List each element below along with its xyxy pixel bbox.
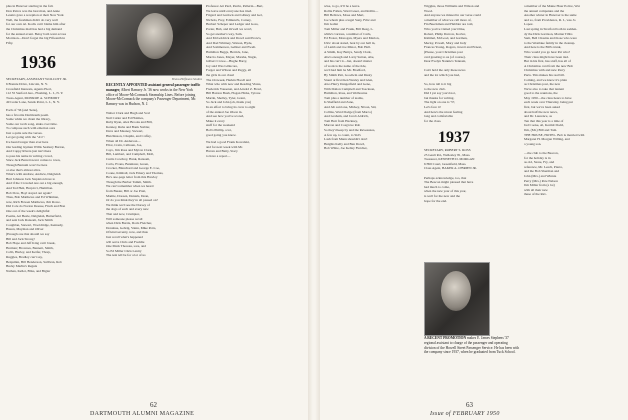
text-line: Joe whom plus a legal Suzy, Fritz and xyxy=(324,17,376,22)
right-column-1 xyxy=(324,4,420,396)
text-line: Porter, Bub, and Orwell we won't, xyxy=(206,26,253,31)
text-line: The light on one is '37, xyxy=(424,100,456,105)
text-line: Carlo, Evans, Bannister, Green, xyxy=(106,161,149,166)
text-line: Who would you go hear Pat who? xyxy=(524,49,571,54)
text-line: reference, Mr. Leach, Pierre, xyxy=(524,164,563,169)
text-line: 1937 xyxy=(438,129,470,147)
text-line: Bill Bellows, Mose and Mert, xyxy=(324,13,365,18)
text-line: 6 Bonnie Drive, Lincoln, N. Y. xyxy=(6,81,48,86)
text-line: wise, to go, it'll be a leave. xyxy=(324,4,361,8)
text-line: 49 Cedar Lane, Sands Point, L. I., N. Y. xyxy=(6,100,60,105)
text-line: Jim Miller from (a lot) xyxy=(524,183,555,188)
text-line: Their class might have been tied. xyxy=(524,54,569,59)
text-line: Joy said Wes Gillecore, xyxy=(206,63,238,68)
text-line: Frederick Yousenat, and Arnold Z. Bowl, xyxy=(206,86,262,91)
text-line: we'd had him be Mr. Bradford, xyxy=(324,68,366,73)
text-line: Frigard and Gurlock and Gibney and Gel, xyxy=(206,13,263,18)
text-line: for the holiday is in xyxy=(524,155,551,160)
text-line: while's various, a number of Carls, xyxy=(324,31,372,36)
text-line: from Buster, Bill or Joe Pratt, xyxy=(106,189,147,194)
text-line: So get another's way, Sam. xyxy=(206,31,243,36)
text-line: Frances Young, Rogers, Jewett and Ernest, xyxy=(424,45,482,50)
text-line: When all Dr. Anderson— xyxy=(106,138,141,143)
text-line: Since Jack Barrett never comes to town, xyxy=(6,158,61,163)
text-line: And Jeb said one, Mickey, Nixon, Sid, xyxy=(324,105,377,110)
text-line: and so, from Providence, R. I., was Jo xyxy=(524,17,576,22)
text-line: Nichols, Frey, Edmund's, Carney, xyxy=(206,17,252,22)
text-line: Mamie, Doreen, Daniels, Dean, xyxy=(106,193,150,198)
text-line: Of kind seventy, now, and thus xyxy=(106,230,148,235)
text-line: Kimmel, McLeod, and Garman, xyxy=(424,36,468,41)
text-line: SECRETARY, ROBERT S. ROSS xyxy=(424,148,471,153)
text-line: Benjamin, Bill Henderson, Sullivan, Rob xyxy=(6,259,62,264)
text-line: Don Peirce was the best man, and Anne xyxy=(6,8,60,13)
text-line: Make it every xyxy=(206,118,225,123)
text-line: Gilbert Crowe—Hughe Barry, xyxy=(206,59,248,64)
text-line: Coane, Kimball, Jack Emery and Thomas, xyxy=(106,170,164,175)
left-column-3 xyxy=(206,4,302,396)
right-col2-text xyxy=(424,4,520,203)
text-line: and his can't it—but, doesn't matter xyxy=(324,59,372,64)
text-line: And Sommerson, Gellner and Ewelt. xyxy=(206,45,257,50)
right-col1-text xyxy=(324,4,420,151)
text-line: when the new year of this year, xyxy=(424,189,467,194)
text-line: Eliot, Crain, Calhoun, Joe, xyxy=(106,143,143,148)
text-line: good going you know. xyxy=(206,132,237,137)
text-line: Our leading laymen Willis Seabury Burton, xyxy=(6,144,65,149)
text-line: Hutchinson, Chaplin, and Coffey, xyxy=(106,133,152,138)
right-column-3 xyxy=(524,4,620,396)
text-line: Bill, Lambert, and Campbell, Moll, xyxy=(106,152,155,157)
text-line: So Ed Miller Chris Lantry xyxy=(106,248,142,253)
text-line: Abe's enough and Larry Sutton, Abe, xyxy=(324,54,375,59)
text-line: SECRETARY, ASSISTANT WOLCOTT JR. xyxy=(6,77,67,82)
text-line: the dogs of each and every new xyxy=(106,207,149,212)
text-line: Tom Miller and Frank, Bill Deag, L. xyxy=(324,26,374,31)
text-line: to have a report— xyxy=(206,154,231,158)
text-line: And Ted Heit, Herpicci, Hamilton. xyxy=(6,186,54,190)
text-line: Bill and Jack Strong! xyxy=(6,236,35,241)
text-line: Bill Haxton Bush, Hogan Hicks, Tyrone xyxy=(206,91,261,96)
text-line: as old, Stone, Fry, and xyxy=(524,160,555,165)
text-line: Did I yet say you'd not, xyxy=(424,91,456,96)
text-line: So Jack and John (oh, thank you) xyxy=(206,100,252,105)
text-line: Cobb, Hurley, and Keifer, Thorp, xyxy=(6,250,51,255)
text-line: And anyone we missed in our verse could xyxy=(424,13,481,18)
class-officers-1936 xyxy=(6,77,102,105)
left-column-1 xyxy=(6,4,102,396)
text-line: Herman; Brownes, Bennett, Smith, xyxy=(6,245,54,250)
issue-date-footer: Issue of FEBRUARY 1950 xyxy=(430,411,500,417)
text-line: Class Agent, BAKER A. O'BRIEN JR. xyxy=(424,166,477,171)
text-line: Perry (Mrs.) Pete Nelson xyxy=(524,178,558,183)
text-line: a member of the Maine Hour Police, War xyxy=(524,4,580,8)
text-line: THE HOUSE, HOTEL. Bob is married with xyxy=(524,132,585,137)
text-line: good to the reunions, the xyxy=(524,91,558,96)
text-line: Also Harry Dangerfield and Gene, xyxy=(324,82,371,87)
text-line: Perhaps acknowledge, too, that xyxy=(424,175,467,180)
text-line: Treas-Agent, MONROE A. SCHMIDT xyxy=(6,95,60,100)
text-line: with all their new xyxy=(524,187,548,192)
text-line: The tent tell be for a lot of us xyxy=(106,253,146,258)
text-line: One Mark Thoreau, sore, and xyxy=(106,244,146,249)
text-line: will serve Chris and Freddie xyxy=(106,239,145,244)
portrait-face xyxy=(137,13,173,59)
text-line: for our own Al. Kocik can't blame him after xyxy=(6,22,66,27)
text-line: but thanks for writing. xyxy=(424,95,455,100)
text-line: Dear Evelyn Nannie's Tennant, xyxy=(424,59,467,64)
text-line: Jim Gallet xyxy=(324,22,339,27)
caption-bold-ramsey: RECENTLY APPOINTED assistant general passenger traffic manager, xyxy=(106,83,201,92)
text-line: Crossfield Interests, Agents Elect, xyxy=(6,86,53,91)
text-line: Marcia Jones, Meyer, Marsha, Nagle, xyxy=(206,54,257,59)
text-line: The Beacon might pleased that have xyxy=(424,180,474,185)
text-line: A Smith, Kay Bettys, Sandy Clark, xyxy=(324,49,372,54)
text-line: Walter Clark and Hugh and Scal xyxy=(106,110,150,115)
text-line: Just recall what's happened xyxy=(106,235,143,240)
text-line: Dave and Meaney, Stewart, xyxy=(106,129,144,134)
text-line: Burt Johnson Jack Stapleton have to xyxy=(6,176,56,181)
text-line: Lessirs gave a reception at their New York xyxy=(6,13,64,18)
text-line: dy the Dick Garrison, Marian Tibbs xyxy=(524,31,573,36)
text-line: And Cappy Rivera just isn't there xyxy=(6,149,52,154)
left-col1-intro xyxy=(6,4,102,45)
text-line: Poems, Art Beale, Dalgleish, Butterfield, xyxy=(6,213,62,218)
text-line: Wood. xyxy=(424,8,433,13)
portrait-photo-stephens xyxy=(424,262,490,336)
text-line: Hazen, Mayman and Oliver xyxy=(6,227,44,232)
text-line: Coming, and we know it's plain xyxy=(524,77,567,82)
right-page xyxy=(320,0,628,420)
text-line: 112 55 Sanford Ave., Flushing, L. I., N. Y. xyxy=(6,91,64,96)
text-line: Fin Beeckman and Hebbler are told, xyxy=(424,22,474,27)
left-col1-poem xyxy=(6,108,102,273)
text-line: Though Barnum won't be here xyxy=(6,163,48,168)
photo-caption-ramsey xyxy=(106,83,202,107)
text-line: for the annual event. Betsy both went across xyxy=(6,31,67,36)
text-line: Ive heard longer than ever here xyxy=(6,140,49,145)
text-line: A few up, to count, to Sid's xyxy=(324,132,361,137)
text-line: Neil Cutler and Ed Holmes, xyxy=(106,115,144,120)
left-column-2 xyxy=(106,4,202,396)
text-line: 6 Hill Court, Greenfield, Mass. xyxy=(424,161,467,166)
text-line: Let's face it! xyxy=(424,105,441,110)
text-line: Ruby Ryan, Alex Brooks and Bill, xyxy=(106,120,153,125)
text-line: What's with Andrew, Andrew, Dalgleish xyxy=(6,172,61,177)
text-line: Last spring in Stratford both in sadden- xyxy=(524,26,578,31)
text-line: Lash from Mann shouldn't don't xyxy=(324,137,368,142)
text-line: The Oroweek, Herkin Hoodl and xyxy=(206,77,251,82)
text-line: We had a good Frank Kowalski, xyxy=(206,140,250,145)
text-line: long and comfortable xyxy=(424,114,453,119)
text-line: the girls in our class! xyxy=(206,72,235,77)
text-line: We think we'd see the Dorsey of xyxy=(106,202,150,207)
text-line: Kenney, Rube and Bank Stabler, xyxy=(106,124,151,129)
text-line: And here is the Bill's trunk, xyxy=(524,45,562,50)
text-line: We leave until everyone has tried. xyxy=(206,8,253,13)
text-line: had much to come, xyxy=(424,184,450,189)
text-line: Hamilton Beggs, Herrick, Jane, xyxy=(206,49,249,54)
text-line: now, Rich Bowen Matthews, Jim Rowe. xyxy=(6,199,61,204)
text-line: about half the new news, xyxy=(524,109,558,114)
text-line: to pass his name in writing crowd, xyxy=(6,153,53,158)
left-col2-text xyxy=(106,111,202,258)
text-line: Bob Dow, Hoyt stayed out again? xyxy=(6,190,52,195)
text-line: Crocker, Blanchard and George E. Coe, xyxy=(106,166,160,171)
portrait-face-2 xyxy=(441,271,471,311)
left-col3-text xyxy=(206,4,302,137)
text-line: —the club to the Beacon, xyxy=(524,151,559,155)
text-line: And here's the nicest feeling xyxy=(424,109,463,114)
text-line: Just a quite sale the verses. xyxy=(6,130,43,135)
text-line: In an effort to bring its crew to eight xyxy=(206,105,256,110)
text-line: John (Mrs.) and Winnie xyxy=(524,173,557,178)
text-line: Let get going with the "A's": xyxy=(6,135,45,140)
text-line: Rollie Fallen, Ward Greer, and Rollin— xyxy=(324,8,379,13)
text-line: 25 Gault Rd., Wellesley 81, Mass. xyxy=(424,152,471,157)
text-line: Some our torch song, sinks over time. xyxy=(6,121,58,126)
text-line: Bucky Marlin's Reguis xyxy=(6,264,38,269)
text-line: Fifty. xyxy=(6,40,14,45)
text-line: Mecky, Powell, Mary and Judy xyxy=(424,40,467,45)
text-line: Hamilton, Ross, and Welbourne xyxy=(324,91,368,96)
text-line: Is Sheffield and Zane, xyxy=(324,100,354,105)
text-line: a young son. xyxy=(524,141,542,146)
text-line: as Christmas post, the new xyxy=(524,82,561,87)
text-line: (Please, your Christmas post xyxy=(424,49,463,54)
text-line: Cayo, Jim Ross and Myron Clark, xyxy=(106,147,153,152)
text-line: Margaret H. Morgan Willing, and xyxy=(524,137,570,142)
text-line: And Graham, and Jacob Aldrich, xyxy=(324,114,369,119)
text-line: hope for the end. xyxy=(424,198,447,203)
text-line: And if the Crowded Are out a big enough, xyxy=(6,181,64,186)
text-line: Can't hold the only these news xyxy=(424,68,466,73)
text-line: Donahue, Gehrig, Vainn, Mike Potts, xyxy=(106,225,157,230)
text-line: Treasurer, KENNETH D. MORGAN xyxy=(424,157,475,162)
text-line: And Dad Whitney, Watson, Hyde, xyxy=(206,40,253,45)
text-line: Tom plus a number of teams, xyxy=(324,95,364,100)
text-line: Thus, Bob Matthews and Ed Whitman, xyxy=(6,195,59,200)
text-line: May 1950—the class hears to have xyxy=(524,95,572,100)
text-line: To compose such with emotion ours xyxy=(6,126,56,131)
text-line: and sent Jack Ransom, Jack Smith xyxy=(6,218,53,223)
year-heading-1936: 1936 xyxy=(20,52,56,73)
text-line: Ed Foster, Monogan, Myers and Marion, xyxy=(324,36,380,41)
text-line: Though the Barber Tamm, Smith. xyxy=(106,179,152,184)
text-line: Paris. This makes his real bill. xyxy=(524,72,565,77)
text-line: Jud Cooke, Al, Kermit Dodd, xyxy=(524,123,564,128)
text-line: these of the Rev. xyxy=(524,192,547,197)
text-line: Bob White, Joe Kelley Fletcher, xyxy=(324,146,368,151)
text-line: Each of '36 (and 'hens), xyxy=(6,107,38,112)
text-line: One out of the week's delightful xyxy=(6,208,50,213)
text-line: Martin, Shelley, Tyler, Grant, xyxy=(206,95,246,100)
text-line: Robert, Philip Darrow, Kovler, xyxy=(424,31,466,36)
text-line: Wiggins, those Williams and Wilson and xyxy=(424,4,480,8)
text-line: Will someone please recall xyxy=(106,216,143,221)
page-number-right: 63 xyxy=(466,401,473,409)
text-line: But in his first, has stuff, has all of xyxy=(524,59,571,64)
text-line: Did Cole do Norton Deesse, Finch and Bon xyxy=(6,204,66,209)
text-line: Haven and Betty, Stacy xyxy=(206,149,238,154)
text-line: We're also to take that lenient xyxy=(524,86,564,91)
magazine-title-footer: DARTMOUTH ALUMNI MAGAZINE xyxy=(90,411,195,417)
text-line: and Dr. Laurence, as xyxy=(524,114,552,119)
text-line: for the class. xyxy=(424,118,442,123)
portrait-photo-ramsey xyxy=(106,4,202,76)
left-col3-text-b xyxy=(206,140,302,158)
text-line: of Lamb and Joe Minor, Bob Hall. xyxy=(324,45,371,50)
text-line: to the Westlake family in the cleanup. xyxy=(524,40,576,45)
photo-credit: Bruno-Hoffmann Studios xyxy=(171,77,202,81)
text-line: or else that's almost alive. xyxy=(6,167,41,172)
text-line: (Enough one that should we say xyxy=(6,231,50,236)
text-line: By Smith Patt, Goodwin and Dusty xyxy=(324,72,373,77)
text-line: Professor Art Pard, Perrin, Pallerin—Bert, xyxy=(206,4,264,8)
text-line: Christmas with and new Perry xyxy=(524,68,566,73)
text-line: plus in Hanover starting in the fall. xyxy=(6,4,54,8)
text-line: and the Bob Sherman and xyxy=(524,169,560,174)
text-line: stuff for the weekend xyxy=(206,123,235,128)
text-line: the Christmas mail has had a big demand xyxy=(6,26,62,31)
text-line: Bob Hope and Jeff King can't break, xyxy=(6,241,56,246)
text-line: first, but we've been asked xyxy=(524,105,560,110)
text-line: Stuart at first then Wesley and Glen, xyxy=(324,77,374,82)
text-line: when Dick Burris, Doris Fletcher, xyxy=(106,221,153,226)
text-line: of the annual Joe Olson in. xyxy=(206,109,243,114)
text-line: Some while we chant the library, xyxy=(6,117,51,122)
caption-text-stephens: makes E. James Stephens '37 regional assistant to charge of the passenger and operating division of the Howell Street Passenger Service. He has been with the company since 1937, when he graduated from Tuck School. xyxy=(424,336,520,355)
text-line: Ruggles, Bradley can't say, xyxy=(6,254,43,259)
caption-text-ramsey: Albert Ramsey Jr. '36 now works in the New York office of Moore-McCormack Steamship Lines. Before joining Moore-McCormack the company's Passenger Department, Mr. Ramsey was in Hudson, N. J. xyxy=(106,87,197,107)
text-line: Heights Kelly and Ben Dowd, xyxy=(324,141,365,146)
text-line: the annual companies and the xyxy=(524,8,565,13)
text-line: is well for the new and the xyxy=(424,193,460,198)
text-line: and the lot which you had, xyxy=(424,72,460,77)
text-line: Lopez. xyxy=(524,22,534,27)
text-line: Ten that this year is a time of xyxy=(524,118,564,123)
text-line: Bob's Phillip, a lot, xyxy=(206,128,232,133)
text-line: He's one-page letter from this Hawley xyxy=(106,175,158,180)
text-line: So they'd keep by and the Reveauxes, xyxy=(324,128,376,133)
text-line: Forger and Wilson and Peggy, all xyxy=(206,68,252,73)
right-col3-text xyxy=(524,4,620,197)
text-line: has a favorite Dartmouth poem. xyxy=(6,112,50,117)
left-page xyxy=(0,0,308,420)
photo-caption-stephens xyxy=(424,336,520,355)
text-line: Marron and Cosgrove Rob xyxy=(324,123,361,128)
text-line: Nathan, Keller, Bliss, and Bigler xyxy=(6,268,51,273)
text-line: That and now, Crumpter, xyxy=(106,212,140,217)
text-line: Coughlan, Stewart, Wooldridge, Kennedy, xyxy=(6,222,64,227)
text-line: So, how tall is it big xyxy=(424,82,452,87)
text-line: With Dalton Campbell and Toeckson, xyxy=(324,86,376,91)
text-line: Herbert Scheper and Ledger and Goss, xyxy=(206,22,259,27)
text-line: Another winter in Hanover is the same xyxy=(524,13,577,18)
text-line: Ulric about stated, beat by our hall in, xyxy=(324,40,376,45)
text-line: of work is the name of the tide, xyxy=(324,63,367,68)
text-line: A Christmas card from the new Bob xyxy=(524,63,573,68)
text-line: Morrison—Don't forget the big Fifteenth in xyxy=(6,36,66,41)
caption-bold-stephens: A RECENT PROMOTION xyxy=(424,336,467,340)
text-line: We can't remember when we heard xyxy=(106,184,154,189)
text-line: Collins, Ward Dodge (from Marco) xyxy=(324,109,372,114)
text-line: Sam, Bell Chasins and those who were xyxy=(524,36,577,41)
text-line: Who you've visited you'd like, xyxy=(424,26,466,31)
text-line: and for next week with Mr. xyxy=(206,144,243,149)
page-number-left: 62 xyxy=(150,401,157,409)
text-line: What who with new and Reading Vistas, xyxy=(206,82,262,87)
text-line: And McGoldrick and Dowd said Prote's, xyxy=(206,36,262,41)
text-line: Well, the freshman didn't do very well xyxy=(6,17,58,22)
text-line: Jim, (Mr.) Bill and Tom. xyxy=(524,128,558,133)
text-line: to the new club. xyxy=(424,86,446,91)
text-line: Or do you think they've all passed on? xyxy=(106,198,158,203)
text-line: card greeting to us (of course). xyxy=(424,54,466,59)
text-line: a member of what we call more of, xyxy=(424,17,472,22)
text-line: each week over Thursday, being put xyxy=(524,100,573,105)
page-gutter xyxy=(308,0,320,420)
text-line: Curtis Cowdrey, Hank, Ransom, xyxy=(106,156,151,161)
text-line: Tom Heit from Hackney, xyxy=(324,118,358,123)
text-line: And see how you've scored, xyxy=(206,114,244,119)
